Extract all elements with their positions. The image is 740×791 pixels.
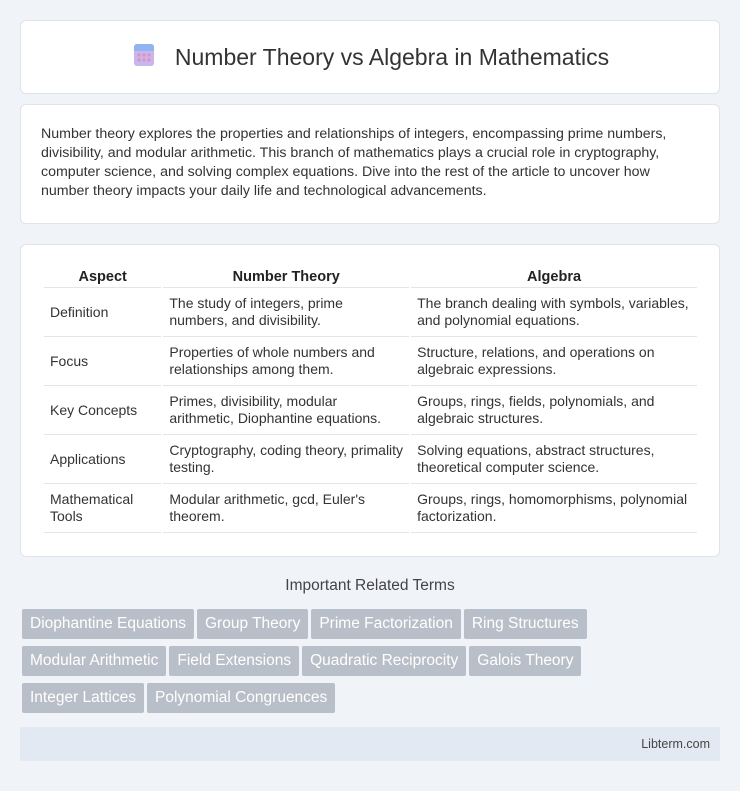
- related-term-tag[interactable]: Diophantine Equations: [22, 609, 194, 639]
- related-term-tag[interactable]: Modular Arithmetic: [22, 646, 166, 676]
- number-theory-cell: Cryptography, coding theory, primality testing.: [163, 435, 409, 484]
- aspect-cell: Key Concepts: [44, 386, 161, 435]
- page-title: Number Theory vs Algebra in Mathematics: [174, 43, 610, 70]
- related-term-tag[interactable]: Galois Theory: [469, 646, 581, 676]
- intro-card: [20, 104, 720, 224]
- algebra-cell: Structure, relations, and operations on algebraic expressions.: [411, 337, 697, 386]
- comparison-table: [42, 265, 699, 533]
- column-header-aspect: Aspect: [44, 265, 161, 288]
- column-header-algebra: Algebra: [411, 265, 697, 288]
- table-row: [44, 435, 697, 484]
- algebra-cell: Solving equations, abstract structures, theoretical computer science.: [411, 435, 697, 484]
- number-theory-cell: Primes, divisibility, modular arithmetic, Diophantine equations.: [163, 386, 409, 435]
- number-theory-cell: Modular arithmetic, gcd, Euler's theorem.: [163, 484, 409, 533]
- table-header-row: [44, 265, 697, 288]
- aspect-cell: Focus: [44, 337, 161, 386]
- algebra-cell: Groups, rings, fields, polynomials, and algebraic structures.: [411, 386, 697, 435]
- table-row: [44, 288, 697, 337]
- related-term-tag[interactable]: Ring Structures: [464, 609, 587, 639]
- footer: [20, 727, 720, 761]
- number-theory-cell: The study of integers, prime numbers, and divisibility.: [163, 288, 409, 337]
- algebra-cell: Groups, rings, homomorphisms, polynomial factorization.: [411, 484, 697, 533]
- related-terms-list: [22, 609, 722, 720]
- table-row: [44, 386, 697, 435]
- related-term-tag[interactable]: Field Extensions: [169, 646, 299, 676]
- header-card: [20, 20, 720, 94]
- number-theory-cell: Properties of whole numbers and relationships among them.: [163, 337, 409, 386]
- calculator-icon: [131, 42, 157, 73]
- related-term-tag[interactable]: Group Theory: [197, 609, 308, 639]
- comparison-table-card: [20, 244, 720, 557]
- column-header-number-theory: Number Theory: [163, 265, 409, 288]
- table-row: [44, 484, 697, 533]
- aspect-cell: Mathematical Tools: [44, 484, 161, 533]
- algebra-cell: The branch dealing with symbols, variables, and polynomial equations.: [411, 288, 697, 337]
- aspect-cell: Applications: [44, 435, 161, 484]
- related-term-tag[interactable]: Integer Lattices: [22, 683, 144, 713]
- related-term-tag[interactable]: Quadratic Reciprocity: [302, 646, 466, 676]
- table-row: [44, 337, 697, 386]
- related-terms-title: Important Related Terms: [285, 577, 455, 594]
- aspect-cell: Definition: [44, 288, 161, 337]
- related-term-tag[interactable]: Prime Factorization: [311, 609, 461, 639]
- related-term-tag[interactable]: Polynomial Congruences: [147, 683, 335, 713]
- intro-text: Number theory explores the properties and relationships of integers, encompassing prime numbers, divisibility, and modular arithmetic. This branch of mathematics plays a crucial role in cryptography, computer science, and solving complex equations. Dive into the rest of the article to uncover how number theory impacts your daily life and technological advancements.: [41, 126, 667, 199]
- footer-site-link[interactable]: Libterm.com: [641, 737, 710, 751]
